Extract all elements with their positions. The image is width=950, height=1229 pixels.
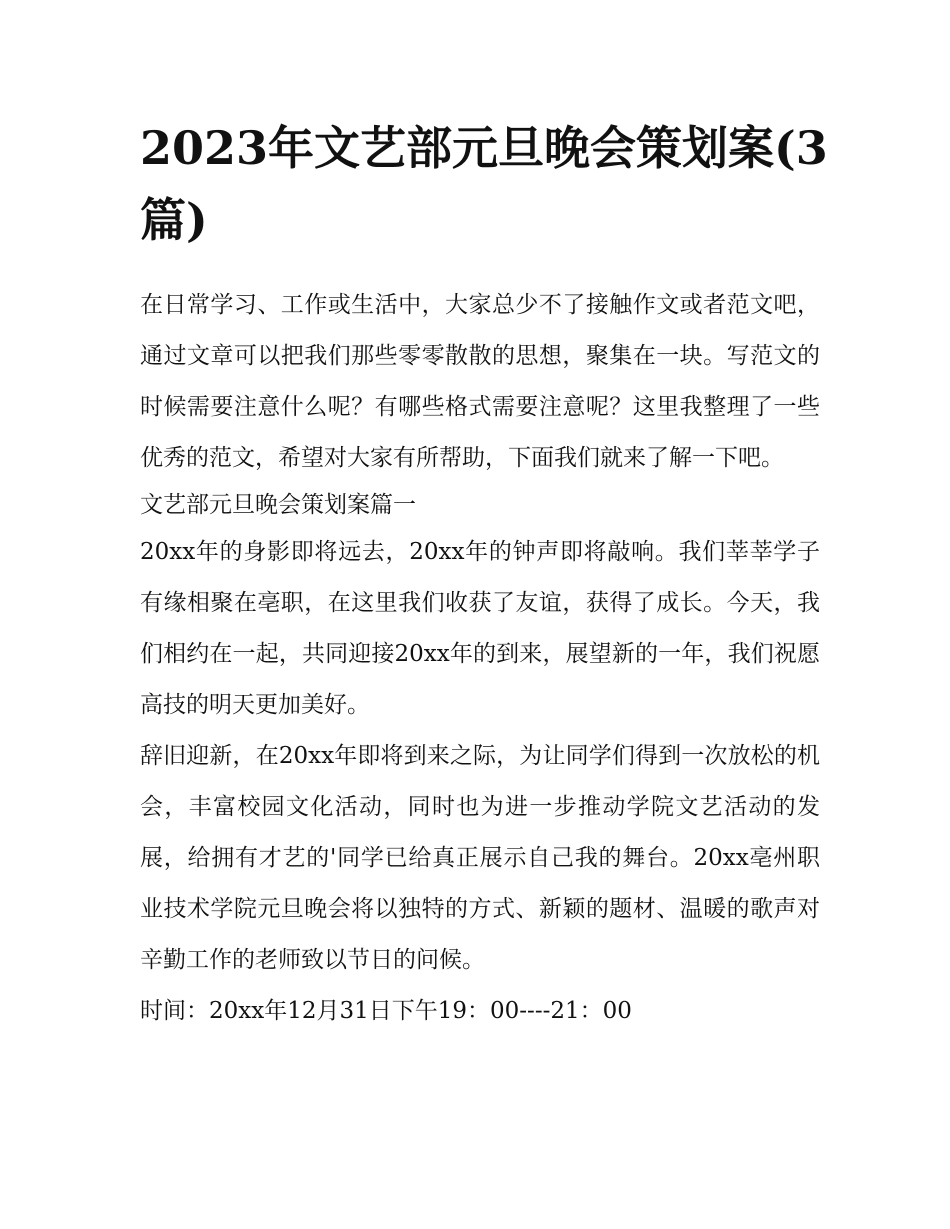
document-body [140, 280, 820, 1037]
time-line: 时间：20xx年12月31日下午19：00----21：00 [140, 998, 632, 1024]
intro-paragraph: 在日常学习、工作或生活中，大家总少不了接触作文或者范文吧，通过文章可以把我们那些零零散散的思想，聚集在一块。写范文的时候需要注意什么呢？有哪些格式需要注意呢？这里我整理了一些优秀的范文，希望对大家有所帮助，下面我们就来了解一下吧。 [140, 292, 820, 471]
body-paragraph-1: 20xx年的身影即将远去，20xx年的钟声即将敲响。我们莘莘学子有缘相聚在亳职，在这里我们收获了友谊，获得了成长。今天，我们相约在一起，共同迎接20xx年的到来，展望新的一年，我们祝愿高技的明天更加美好。 [140, 539, 820, 718]
section-heading: 文艺部元旦晚会策划案篇一 [140, 492, 416, 518]
body-paragraph-2: 辞旧迎新，在20xx年即将到来之际，为让同学们得到一次放松的机会，丰富校园文化活动，同时也为进一步推动学院文艺活动的发展，给拥有才艺的'同学已给真正展示自己我的舞台。20xx亳州职业技术学院元旦晚会将以独特的方式、新颖的题材、温暖的歌声对辛勤工作的老师致以节日的问候。 [140, 743, 820, 973]
document-title: 2023年文艺部元旦晚会策划案(3篇) [140, 121, 828, 247]
